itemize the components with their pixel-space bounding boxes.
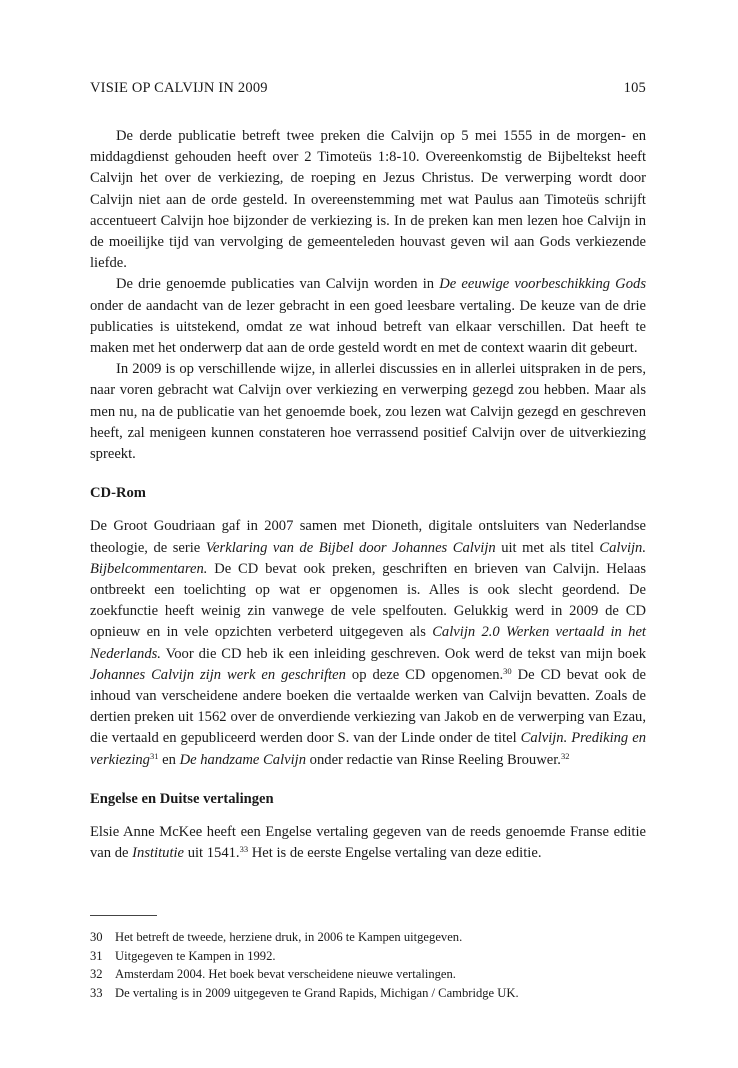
paragraph-engelse-vertaling: Elsie Anne McKee heeft een Engelse vertaling gegeven van de reeds genoemde Franse editie van de Institutie uit 1541.33 Het is de eerste Engelse vertaling van deze editie. [90,824,646,862]
book-title-italic: De eeuwige voorbeschikking Gods [439,276,646,293]
footnote-32: 32 Amsterdam 2004. Het boek bevat verscheidene nieuwe vertalingen. [90,967,456,982]
paragraph-drie-publicaties: De drie genoemde publicaties van Calvijn worden in De eeuwige voorbeschikking Gods onder de aandacht van de lezer gebracht in een goed leesbare vertaling. De keuze van de drie publicaties is uitstekend, omdat ze wat inhoud betreft van elkaar verschillen. Dat heeft te maken met het onderwerp dat aan de orde gesteld wordt en met de context waarin dit gebeurt. [90,276,646,357]
footnote-ref-31: 31 [149,750,159,761]
footnotes [90,928,646,1002]
body-text [90,126,646,865]
paragraph-derde-publicatie: De derde publicatie betreft twee preken die Calvijn op 5 mei 1555 in de morgen- en middagdienst gehouden heeft over 2 Timoteüs 1:8-10. Overeenkomstig de Bijbeltekst heeft Calvijn het over de verkiezing, de roeping en Jezus Christus. De verwerping wordt door Calvijn niet aan de orde gesteld. In overeenstemming met wat Paulus aan Timoteüs schrijft accentueert Calvijn hoe bijzonder de verkiezing is. In de preken kan men lezen hoe Calvijn in de moeilijke tijd van vervolging de gemeenteleden houvast geven wil aan Gods verkiezende liefde. [90,128,646,272]
footnote-30: 30 Het betreft de tweede, herziene druk, in 2006 te Kampen uitgegeven. [90,930,463,944]
section-heading-cdrom: CD-Rom [90,485,146,502]
footnote-ref-30: 30 [503,665,512,676]
running-header [90,80,646,97]
footnote-ref-32: 32 [560,750,570,761]
footnote-31: 31 Uitgegeven te Kampen in 1992. [90,948,276,963]
footnote-33: 33 De vertaling is in 2009 uitgegeven te Grand Rapids, Michigan / Cambridge UK. [90,985,519,1000]
page-number: 105 [623,80,646,96]
footnote-ref-33: 33 [239,844,249,855]
paragraph-in-2009: In 2009 is op verschillende wijze, in allerlei discussies en in allerlei uitspraken in de pers, naar voren gebracht wat Calvijn over verkiezing en verwerping gezegd zou hebben. Maar als men nu, na de publicatie van het genoemde boek, zou lezen wat Calvijn gezegd en geschreven heeft, zal menigeen kunnen constateren hoe verrassend positief Calvijn over de uitverkiezing spreekt. [90,361,646,463]
running-title: VISIE OP CALVIJN IN 2009 [90,80,268,96]
footnote-divider [90,915,157,916]
paragraph-cdrom: De Groot Goudriaan gaf in 2007 samen met Dioneth, digitale ontsluiters van Nederlandse theologie, de serie Verklaring van de Bijbel door Johannes Calvijn uit met als titel Calvijn. Bijbelcommentaren. De CD bevat ook preken, geschriften en brieven van Calvijn. Helaas ontbreekt een toelichting op wat er opgenomen is. Alles is ook slecht geordend. De zoekfunctie heeft weinig zin vanwege de vele spelfouten. Gelukkig werd in 2009 de CD opnieuw en in vele opzichten verbeterd uitgegeven als Calvijn 2.0 Werken vertaald in het Nederlands. Voor die CD heb ik een inleiding geschreven. Ook werd de tekst van mijn boek Johannes Calvijn zijn werk en geschriften op deze CD opgenomen.$^{30}$ De CD bevat ook de inhoud van verscheidene andere boeken die vertaalde werken van Calvijn bevatten. Zoals de dertien preken uit 1562 over de onverdiende verkiezing van Jakob en de verwerping van Ezau, die vertaald en gepubliceerd werden door S. van der Linde onder de titel Calvijn. Prediking en verkiezing$^{31}$ en De handzame Calvijn onder redactie van Rinse Reeling Brouwer.$^{32}$ [90,518,646,768]
section-heading-engelse-duitse-vertalingen: Engelse en Duitse vertalingen [90,790,274,807]
